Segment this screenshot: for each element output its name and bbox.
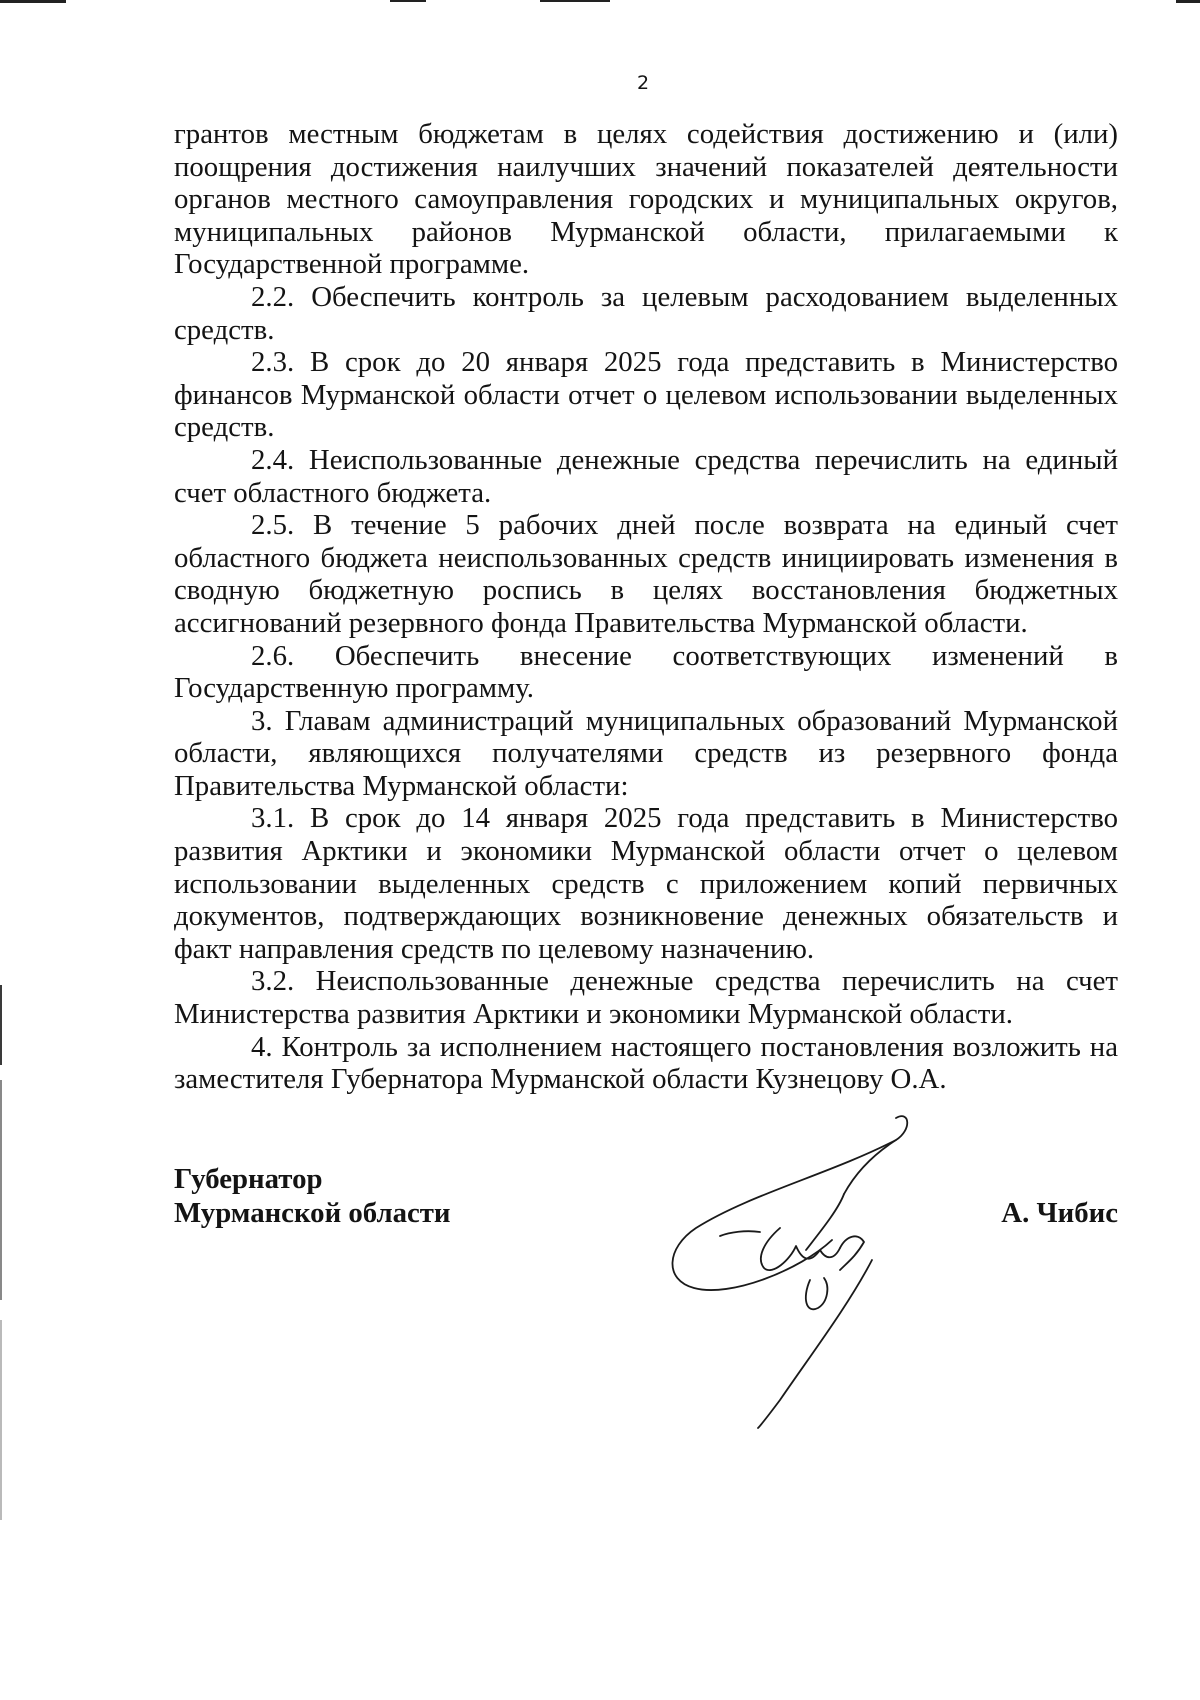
paragraph: 2.6. Обеспечить внесение соответствующих изменений в Государственную программу. <box>174 639 1118 705</box>
scan-mark <box>540 0 610 2</box>
signatory-title <box>174 1162 451 1230</box>
scan-mark <box>1176 0 1200 3</box>
paragraph: 2.4. Неиспользованные денежные средства перечислить на единый счет областного бюджета. <box>174 443 1118 509</box>
page-number: 2 <box>636 72 650 94</box>
handwritten-signature <box>660 1110 930 1430</box>
scan-mark <box>390 0 426 2</box>
scan-mark <box>0 0 66 3</box>
paragraph: 3. Главам администраций муниципальных образований Мурманской области, являющихся получателями средств из резервного фонда Правительства Мурманской области: <box>174 704 1118 802</box>
signatory-name: А. Чибис <box>1001 1197 1118 1229</box>
signatory-title-line: Губернатор <box>174 1163 323 1195</box>
scan-edge <box>0 985 2 1065</box>
paragraph: 4. Контроль за исполнением настоящего постановления возложить на заместителя Губернатора Мурманской области Кузнецову О.А. <box>174 1030 1118 1096</box>
paragraph: 3.1. В срок до 14 января 2025 года представить в Министерство развития Арктики и экономики Мурманской области отчет о целевом использовании выделенных средств с приложением копий первичных документов, подтверждающих возникновение денежных обязательств и факт направления средств по целевому назначению. <box>174 802 1118 965</box>
paragraph: 2.3. В срок до 20 января 2025 года представить в Министерство финансов Мурманской области отчет о целевом использовании выделенных средств. <box>174 346 1118 444</box>
paragraph: 2.2. Обеспечить контроль за целевым расходованием выделенных средств. <box>174 280 1118 346</box>
document-body <box>174 118 1118 1096</box>
paragraph: грантов местным бюджетам в целях содействия достижению и (или) поощрения достижения наилучших значений показателей деятельности органов местного самоуправления городских и муниципальных округов, муниципальных районов Мурманской области, прилагаемыми к Государственной программе. <box>174 118 1118 281</box>
scan-edge <box>0 1320 2 1520</box>
paragraph: 3.2. Неиспользованные денежные средства перечислить на счет Министерства развития Арктики и экономики Мурманской области. <box>174 965 1118 1031</box>
signatory-title-line: Мурманской области <box>174 1197 451 1229</box>
paragraph: 2.5. В течение 5 рабочих дней после возврата на единый счет областного бюджета неиспользованных средств инициировать изменения в сводную бюджетную роспись в целях восстановления бюджетных ассигнований резервного фонда Правительства Мурманской области. <box>174 509 1118 639</box>
scan-edge <box>0 1080 2 1300</box>
